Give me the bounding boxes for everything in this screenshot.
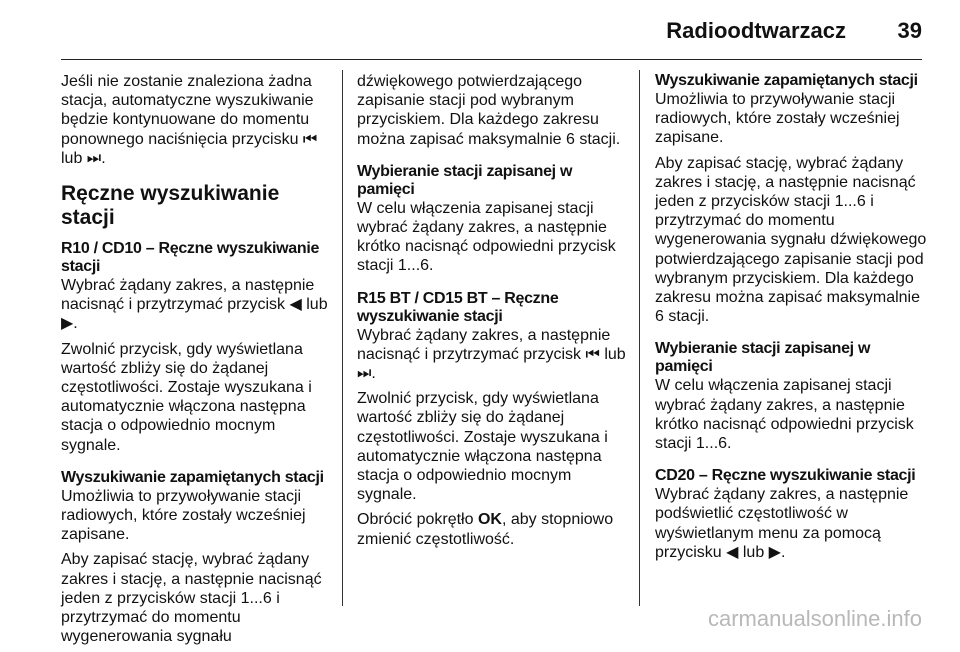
subsection-heading: Wybieranie stacji zapisanej w pamięci bbox=[357, 162, 573, 198]
paragraph-text: , aby stopniowo zmienić częstotliwość. bbox=[357, 511, 614, 548]
paragraph: Umożliwia to przywoływanie stacji radiowych, które zostały wcześniej zapisane. bbox=[61, 487, 306, 544]
paragraph: Zwolnić przycisk, gdy wyświetlana wartość zbliży się do żądanej częstotliwości. Zostaje wyszukana i automatycznie włączona następna stacja o odpowiednio mocnym sygnale. bbox=[357, 390, 608, 504]
column-2 bbox=[357, 72, 629, 555]
column-3 bbox=[655, 72, 927, 568]
paragraph: dźwiękowego potwierdzającego zapisanie stacji pod wybranym przyciskiem. Dla każdego zakresu można zapisać maksymalnie 6 stacji. bbox=[357, 73, 621, 148]
paragraph: W celu włączenia zapisanej stacji wybrać żądany zakres, a następnie krótko nacisnąć odpowiedni przycisk stacji 1...6. bbox=[357, 199, 616, 275]
page-header bbox=[0, 0, 960, 62]
paragraph: Jeśli nie zostanie znaleziona żadna stacja, automatyczne wyszukiwanie będzie kontynuowane do momentu ponownego naciśnięcia przycisku ⏮ lub ⏭. bbox=[61, 73, 318, 167]
subsection-heading: R10 / CD10 – Ręczne wyszukiwanie stacji bbox=[61, 240, 320, 276]
paragraph: W celu włączenia zapisanej stacji wybrać żądany zakres, a następnie krótko nacisnąć odpowiedni przycisk stacji 1...6. bbox=[655, 377, 914, 453]
subsection-heading: R15 BT / CD15 BT – Ręczne wyszukiwanie stacji bbox=[357, 289, 559, 325]
ok-knob-label: OK bbox=[477, 511, 502, 529]
subsection-heading: Wyszukiwanie zapamiętanych stacji bbox=[655, 72, 918, 89]
page-number: 39 bbox=[897, 18, 922, 43]
subsection-heading: Wybieranie stacji zapisanej w pamięci bbox=[655, 340, 871, 376]
subsection-heading: Wyszukiwanie zapamiętanych stacji bbox=[61, 468, 324, 486]
paragraph: Aby zapisać stację, wybrać żądany zakres i stację, a następnie nacisnąć jeden z przycisków stacji 1...6 i przytrzymać do momentu wygenerowania sygnału dźwiękowego potwierdzającego zapisanie stacji pod wybranym przyciskiem. Dla każdego zakresu można zapisać maksymalnie 6 stacji. bbox=[655, 154, 927, 326]
watermark: carmanualsonline.info bbox=[707, 606, 922, 631]
column-divider-left bbox=[342, 70, 343, 606]
column-divider-right bbox=[639, 70, 640, 606]
header-rule bbox=[61, 59, 922, 60]
paragraph-text: Obrócić pokrętło bbox=[357, 511, 478, 529]
paragraph: Aby zapisać stację, wybrać żądany zakres i stację, a następnie nacisnąć jeden z przycisków stacji 1...6 i przytrzymać do momentu wygenerowania sygnału bbox=[61, 551, 322, 646]
header-title: Radioodtwarzacz bbox=[666, 18, 846, 43]
paragraph: Wybrać żądany zakres, a następnie podświetlić częstotliwość w wyświetlanym menu za pomocą przycisku ◀ lub ▶. bbox=[655, 486, 909, 561]
paragraph: Zwolnić przycisk, gdy wyświetlana wartość zbliży się do żądanej częstotliwości. Zostaje wyszukana i automatycznie włączona następna stacja o odpowiednio mocnym sygnale. bbox=[61, 340, 312, 454]
subsection-heading: CD20 – Ręczne wyszukiwanie stacji bbox=[655, 467, 916, 485]
column-1 bbox=[61, 72, 333, 652]
paragraph: Umożliwia to przywoływanie stacji radiowych, które zostały wcześniej zapisane. bbox=[655, 91, 900, 147]
paragraph bbox=[357, 510, 629, 548]
paragraph: Wybrać żądany zakres, a następnie nacisnąć i przytrzymać przycisk ◀ lub ▶. bbox=[61, 277, 328, 333]
section-heading: Ręczne wyszukiwanie stacji bbox=[61, 182, 280, 230]
paragraph: Wybrać żądany zakres, a następnie nacisnąć i przytrzymać przycisk ⏮ lub ⏭. bbox=[357, 326, 626, 383]
